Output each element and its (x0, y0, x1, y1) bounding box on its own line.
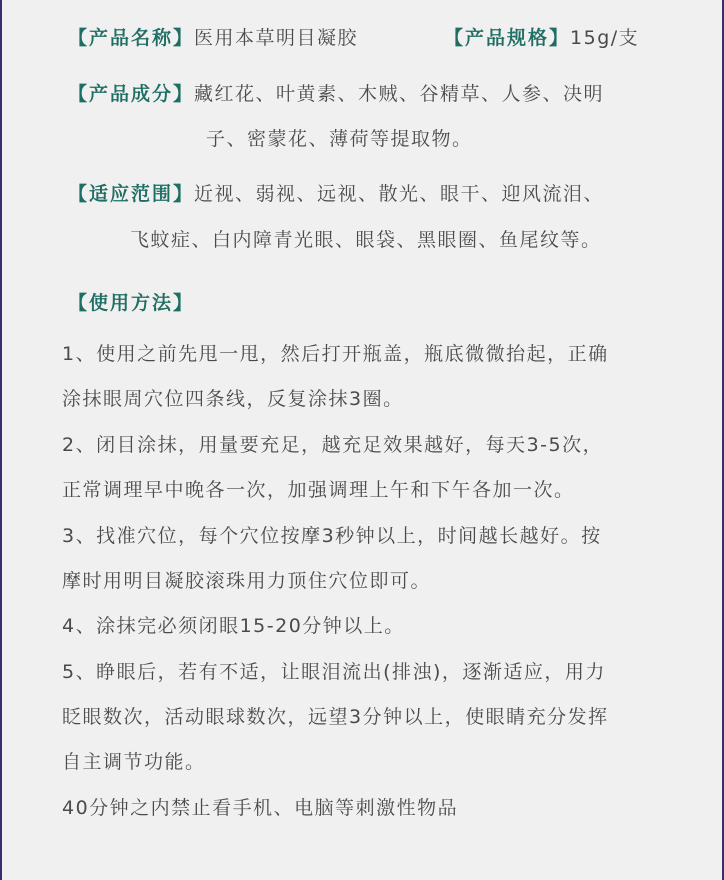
ingredients-row (68, 82, 604, 106)
usage-line: 眨眼数次，活动眼球数次，远望3分钟以上，使眼睛充分发挥 (62, 706, 609, 728)
usage-line: 涂抹眼周穴位四条线，反复涂抹3圈。 (62, 388, 404, 410)
product-name-label: 【产品名称】 (68, 27, 195, 49)
product-spec-label: 【产品规格】 (444, 27, 571, 49)
ingredients-line-1: 藏红花、叶黄素、木贼、谷精草、人参、决明 (194, 83, 605, 105)
usage-line: 2、闭目涂抹，用量要充足，越充足效果越好，每天3-5次， (62, 434, 604, 456)
usage-line: 4、涂抹完必须闭眼15-20分钟以上。 (62, 615, 405, 637)
scope-label: 【适应范围】 (68, 183, 195, 205)
usage-line: 正常调理早中晚各一次，加强调理上午和下午各加一次。 (62, 479, 575, 501)
left-border (0, 0, 2, 880)
usage-line: 自主调节功能。 (62, 751, 206, 773)
usage-line: 1、使用之前先甩一甩，然后打开瓶盖，瓶底微微抬起，正确 (62, 343, 609, 365)
ingredients-label: 【产品成分】 (68, 83, 195, 105)
usage-warning: 40分钟之内禁止看手机、电脑等刺激性物品 (62, 797, 459, 819)
ingredients-line-2: 子、密蒙花、薄荷等提取物。 (206, 128, 473, 150)
product-spec-row (444, 26, 639, 50)
usage-line: 3、找准穴位，每个穴位按摩3秒钟以上，时间越长越好。按 (62, 525, 602, 547)
product-spec-value: 15g/支 (570, 27, 640, 49)
scope-row (68, 182, 604, 206)
usage-line: 摩时用明目凝胶滚珠用力顶住穴位即可。 (62, 570, 432, 592)
product-name-row (68, 26, 358, 50)
scope-line-1: 近视、弱视、远视、散光、眼干、迎风流泪、 (194, 183, 605, 205)
product-name-value: 医用本草明目凝胶 (194, 27, 359, 49)
usage-line: 5、睁眼后，若有不适，让眼泪流出(排浊)，逐渐适应，用力 (62, 661, 606, 683)
scope-line-2: 飞蚊症、白内障青光眼、眼袋、黑眼圈、鱼尾纹等。 (130, 229, 602, 251)
usage-label: 【使用方法】 (68, 292, 195, 314)
